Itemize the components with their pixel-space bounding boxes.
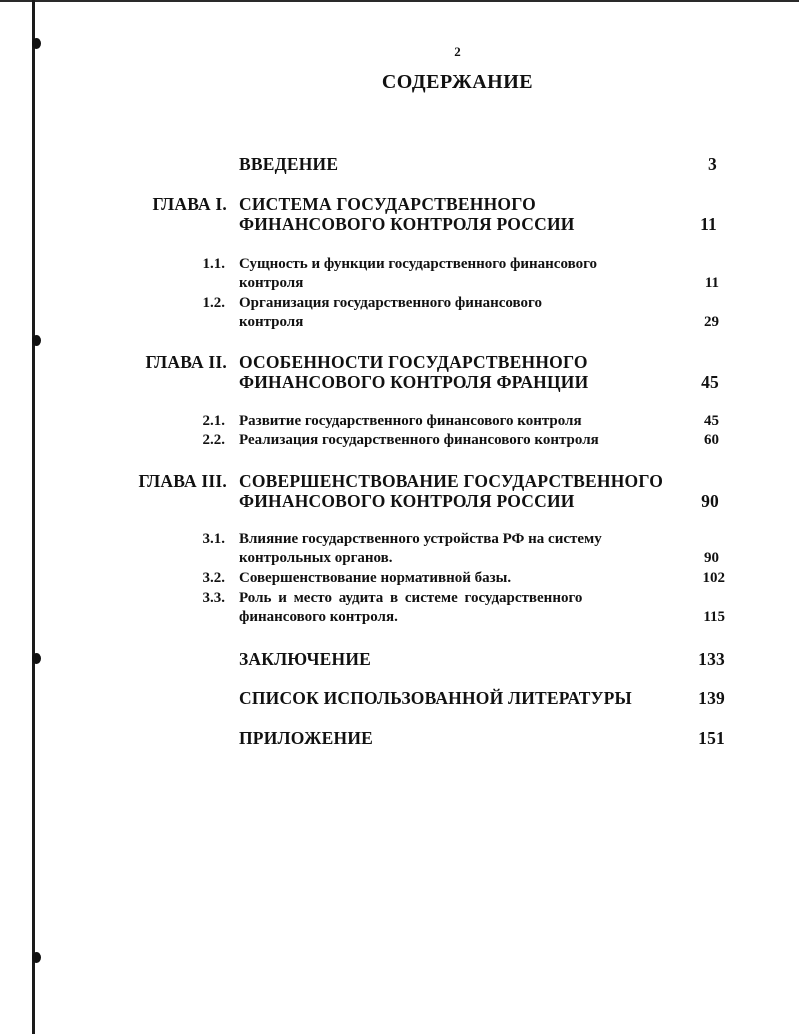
- toc-entry-page: 3: [708, 154, 717, 174]
- toc-entry-page: 151: [698, 728, 725, 748]
- section-label: 1.1.: [202, 256, 225, 272]
- section-title-line2: контроля: [239, 275, 304, 291]
- toc-entry-page: 45: [704, 413, 719, 429]
- chapter-title-line1: СИСТЕМА ГОСУДАРСТВЕННОГО: [239, 194, 536, 214]
- chapter-label: ГЛАВА I.: [152, 194, 227, 214]
- toc-entry-page: 60: [704, 432, 719, 448]
- section-label: 3.2.: [202, 570, 225, 586]
- toc-entry-text: ВВЕДЕНИЕ: [239, 154, 339, 174]
- toc-entry-page: 139: [698, 688, 725, 708]
- toc-entry-page: 11: [700, 214, 717, 234]
- section-title-line2: контроля: [239, 314, 304, 330]
- section-title-line2: финансового контроля.: [239, 609, 398, 625]
- chapter-label: ГЛАВА II.: [145, 352, 227, 372]
- binder-hole-mark: [32, 952, 41, 963]
- toc-entry-text: ЗАКЛЮЧЕНИЕ: [239, 649, 372, 669]
- section-label: 1.2.: [202, 295, 225, 311]
- section-title-line1: Сущность и функции государственного финансового: [239, 256, 598, 272]
- page-number: 2: [454, 44, 461, 59]
- toc-entry-page: 11: [704, 275, 719, 291]
- chapter-title-line2: ФИНАНСОВОГО КОНТРОЛЯ РОССИИ: [239, 491, 575, 511]
- binder-hole-mark: [32, 653, 41, 664]
- section-title-line1: Совершенствование нормативной базы.: [239, 570, 512, 586]
- chapter-title-line1: СОВЕРШЕНСТВОВАНИЕ ГОСУДАРСТВЕННОГО: [239, 471, 664, 491]
- toc-entry-text: ПРИЛОЖЕНИЕ: [239, 728, 374, 748]
- section-title-line2: контрольных органов.: [239, 550, 393, 566]
- section-label: 3.3.: [202, 590, 225, 606]
- toc-entry-page: 90: [701, 491, 719, 511]
- section-title-line1: Организация государственного финансового: [239, 295, 542, 311]
- toc-entry-text: СПИСОК ИСПОЛЬЗОВАННОЙ ЛИТЕРАТУРЫ: [239, 688, 632, 708]
- scan-left-edge: [32, 0, 35, 1034]
- section-title-line1: Роль и место аудита в системе государственного: [239, 590, 583, 606]
- section-label: 2.1.: [202, 413, 225, 429]
- toc-entry-page: 102: [702, 570, 725, 586]
- toc-entry-page: 115: [703, 609, 725, 625]
- toc-entry-page: 133: [698, 649, 725, 669]
- chapter-title-line2: ФИНАНСОВОГО КОНТРОЛЯ ФРАНЦИИ: [239, 372, 589, 392]
- chapter-label: ГЛАВА III.: [138, 471, 227, 491]
- binder-hole-mark: [32, 335, 41, 346]
- toc-title: СОДЕРЖАНИЕ: [381, 71, 534, 93]
- toc-entry-page: 29: [704, 314, 719, 330]
- chapter-title-line1: ОСОБЕННОСТИ ГОСУДАРСТВЕННОГО: [239, 352, 588, 372]
- section-label: 2.2.: [202, 432, 225, 448]
- binder-hole-mark: [32, 38, 41, 49]
- section-title-line1: Реализация государственного финансового контроля: [239, 432, 599, 448]
- chapter-title-line2: ФИНАНСОВОГО КОНТРОЛЯ РОССИИ: [239, 214, 575, 234]
- section-title-line1: Развитие государственного финансового контроля: [239, 413, 582, 429]
- toc-entry-page: 90: [704, 550, 719, 566]
- scan-top-edge: [0, 0, 799, 2]
- section-label: 3.1.: [202, 531, 225, 547]
- toc-entry-page: 45: [701, 372, 719, 392]
- section-title-line1: Влияние государственного устройства РФ на систему: [239, 531, 602, 547]
